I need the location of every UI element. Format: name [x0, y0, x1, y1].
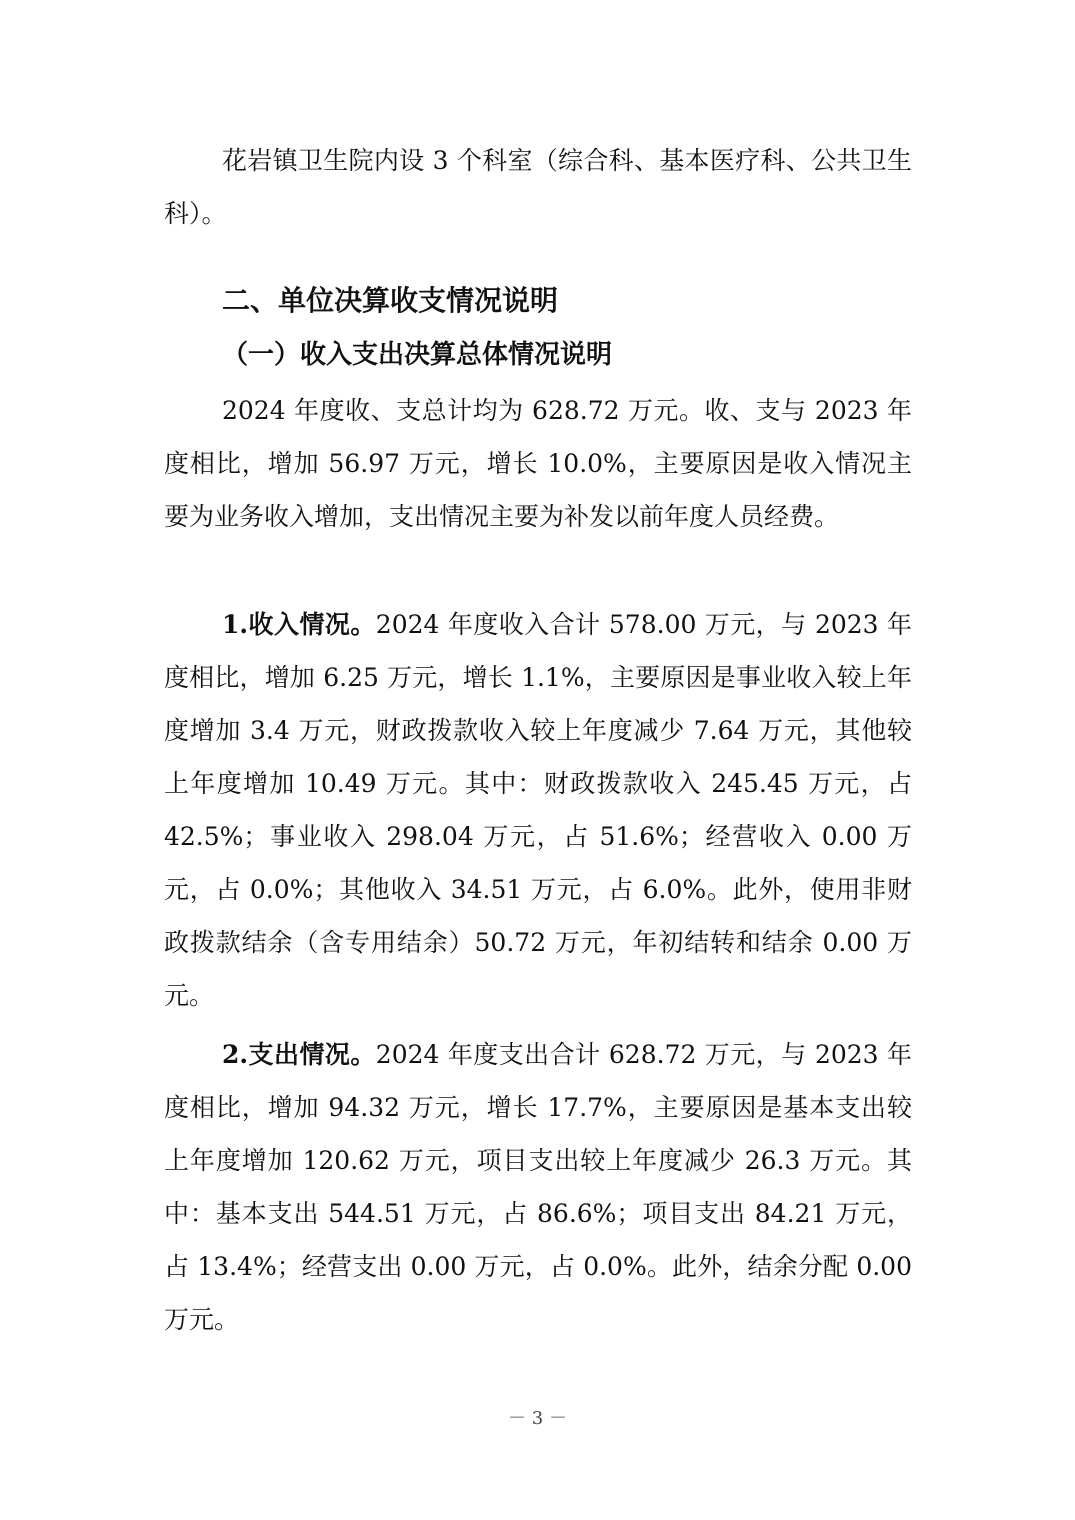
section-heading-2: 二、单位决算收支情况说明: [222, 284, 559, 317]
income-body: 2024 年度收入合计 578.00 万元，与 2023 年度相比，增加 6.25 万元，增长 1.1%，主要原因是事业收入较上年度增加 3.4 万元，财政拨款收入较上年度减少 7.64 万元，其他较上年度增加 10.49 万元。其中：财政拨款收入 245.45 万元，占 42.5%；事业收入 298.04 万元，占 51.6%；经营收入 0.00 万元，占 0.0%；其他收入 34.51 万元，占 6.0%。此外，使用非财政拨款结余（含专用结余）50.72 万元，年初结转和结余 0.00 万元。: [164, 610, 912, 1010]
paragraph-expense: [164, 1028, 912, 1346]
page-number: － 3 －: [508, 1408, 567, 1429]
paragraph-overall: 2024 年度收、支总计均为 628.72 万元。收、支与 2023 年度相比，增加 56.97 万元，增长 10.0%，主要原因是收入情况主要为业务收入增加，支出情况主要为补发以前年度人员经费。: [164, 396, 912, 531]
paragraph-income: [164, 598, 912, 1022]
paragraph-department-intro: 花岩镇卫生院内设 3 个科室（综合科、基本医疗科、公共卫生科）。: [164, 146, 912, 228]
subsection-heading-2-1: （一）收入支出决算总体情况说明: [222, 340, 613, 370]
expense-lead: 2.支出情况。: [222, 1040, 376, 1069]
expense-body: 2024 年度支出合计 628.72 万元，与 2023 年度相比，增加 94.32 万元，增长 17.7%，主要原因是基本支出较上年度增加 120.62 万元，项目支出较上年度减少 26.3 万元。其中：基本支出 544.51 万元，占 86.6%；项目支出 84.21 万元，占 13.4%；经营支出 0.00 万元，占 0.0%。此外，结余分配 0.00 万元。: [164, 1040, 912, 1334]
income-lead: 1.收入情况。: [222, 610, 376, 639]
